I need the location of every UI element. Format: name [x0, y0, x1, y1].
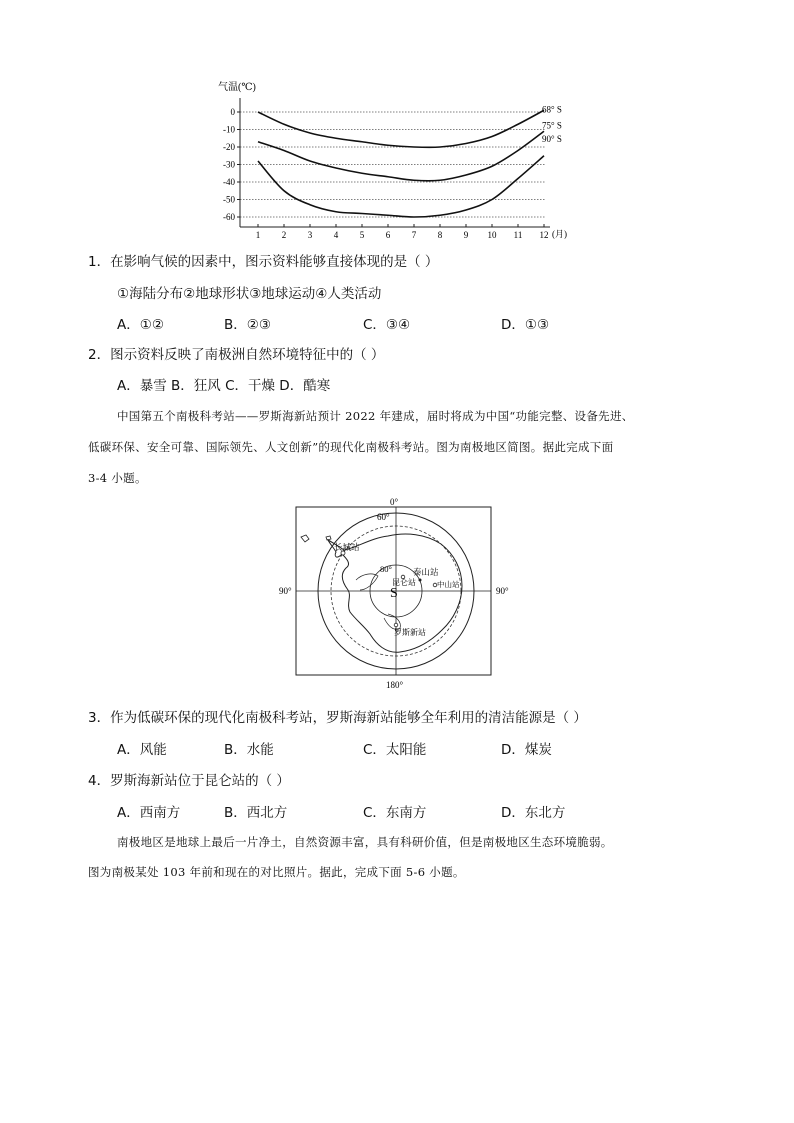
q3-option-b[interactable]: B．水能	[224, 742, 274, 758]
chart-grid	[240, 112, 546, 217]
q2-stem: 2．图示资料反映了南极洲自然环境特征中的（ ）	[88, 347, 385, 363]
q3-option-d[interactable]: D．煤炭	[501, 742, 552, 758]
q3-stem: 3．作为低碳环保的现代化南极科考站，罗斯海新站能够全年利用的清洁能源是（ ）	[88, 710, 587, 726]
x-tick-label: 11	[513, 230, 523, 240]
taishan-station-dot	[419, 579, 422, 582]
series-label-0: 68° S	[542, 104, 562, 115]
x-tick-label: 2	[281, 230, 287, 240]
map-label-180: 180°	[386, 680, 404, 690]
x-tick-label: 3	[307, 230, 313, 240]
island	[301, 535, 309, 542]
y-tick-label: -40	[223, 177, 235, 187]
zhongshan-station-label: 中山站	[437, 580, 460, 589]
x-tick-label: 8	[437, 230, 443, 240]
q1-stem: 1．在影响气候的因素中，图示资料能够直接体现的是（ ）	[88, 254, 439, 270]
map-label-90-right: 90°	[496, 586, 509, 596]
x-tick-label: 10	[487, 230, 497, 240]
y-tick-label: -10	[223, 124, 235, 135]
changcheng-station-label: 长城站	[334, 542, 360, 552]
antarctic-map	[276, 494, 516, 694]
y-axis-label: 气温(℃)	[218, 82, 256, 93]
x-tick-label: 9	[463, 230, 469, 240]
luosihai-station-dot	[394, 623, 398, 627]
q1-option-a[interactable]: A．①②	[117, 317, 164, 333]
chart-lines	[258, 110, 544, 217]
y-tick-label: 0	[230, 107, 235, 117]
series-label-2: 90° S	[542, 133, 562, 144]
q4-option-c[interactable]: C．东南方	[363, 805, 427, 821]
y-tick-label: -20	[223, 142, 235, 152]
chart-labels	[223, 104, 562, 240]
q4-stem: 4．罗斯海新站位于昆仑站的（ ）	[88, 773, 290, 789]
passage2-line1: 南极地区是地球上最后一片净土，自然资源丰富，具有科研价值，但是南极地区生态环境脆弱。	[117, 835, 613, 849]
map-label-60: 60°	[377, 512, 390, 522]
q1-sub: ①海陆分布②地球形状③地球运动④人类活动	[117, 286, 382, 302]
x-tick-label: 7	[411, 230, 417, 240]
island	[326, 536, 331, 540]
x-tick-label: 4	[333, 230, 339, 240]
map-label-0: 0°	[390, 497, 399, 507]
temperature-chart	[200, 74, 590, 244]
passage2-line2: 图为南极某处 103 年前和现在的对比照片。据此，完成下面 5-6 小题。	[88, 865, 465, 879]
map-label-90-left: 90°	[279, 586, 292, 596]
map-label-pole: S	[390, 586, 398, 601]
passage1-line1: 中国第五个南极科考站——罗斯海新站预计 2022 年建成，届时将成为中国“功能完整、设备先进、	[117, 409, 634, 423]
q3-option-a[interactable]: A．风能	[117, 742, 167, 758]
q3-option-c[interactable]: C．太阳能	[363, 742, 427, 758]
passage1-line2: 低碳环保、安全可靠、国际领先、人文创新”的现代化南极科考站。图为南极地区简图。据此完成下面	[88, 440, 614, 454]
q1-option-c[interactable]: C．③④	[363, 317, 411, 333]
luosihai-station-label: 罗斯新站	[394, 628, 426, 637]
y-tick-label: -60	[223, 212, 235, 222]
series-label-1: 75° S	[542, 120, 562, 131]
q4-option-a[interactable]: A．西南方	[117, 805, 181, 821]
passage1-line3: 3-4 小题。	[88, 471, 147, 485]
x-tick-label: 6	[385, 230, 391, 240]
series-line-2	[258, 156, 544, 217]
x-tick-label: 5	[359, 230, 365, 240]
y-tick-label: -30	[223, 159, 235, 170]
chart-axes	[237, 98, 550, 227]
ice-shelf	[384, 614, 400, 629]
q1-option-b[interactable]: B．②③	[224, 317, 271, 333]
y-tick-label: -50	[223, 194, 235, 205]
q4-option-d[interactable]: D．东北方	[501, 805, 566, 821]
map-label-80: 80°	[380, 564, 392, 574]
q2-options[interactable]: A．暴雪 B．狂风 C．干燥 D．酷寒	[117, 378, 331, 394]
q4-option-b[interactable]: B．西北方	[224, 805, 288, 821]
kunlun-station-label: 昆仑站	[392, 578, 416, 587]
x-tick-label: 1	[255, 230, 261, 240]
q1-option-d[interactable]: D．①③	[501, 317, 550, 333]
taishan-station-label: 泰山站	[413, 567, 439, 577]
series-line-0	[258, 110, 544, 147]
x-axis-label: (月)	[552, 229, 567, 239]
x-tick-label: 12	[539, 230, 549, 240]
series-line-1	[258, 131, 544, 181]
